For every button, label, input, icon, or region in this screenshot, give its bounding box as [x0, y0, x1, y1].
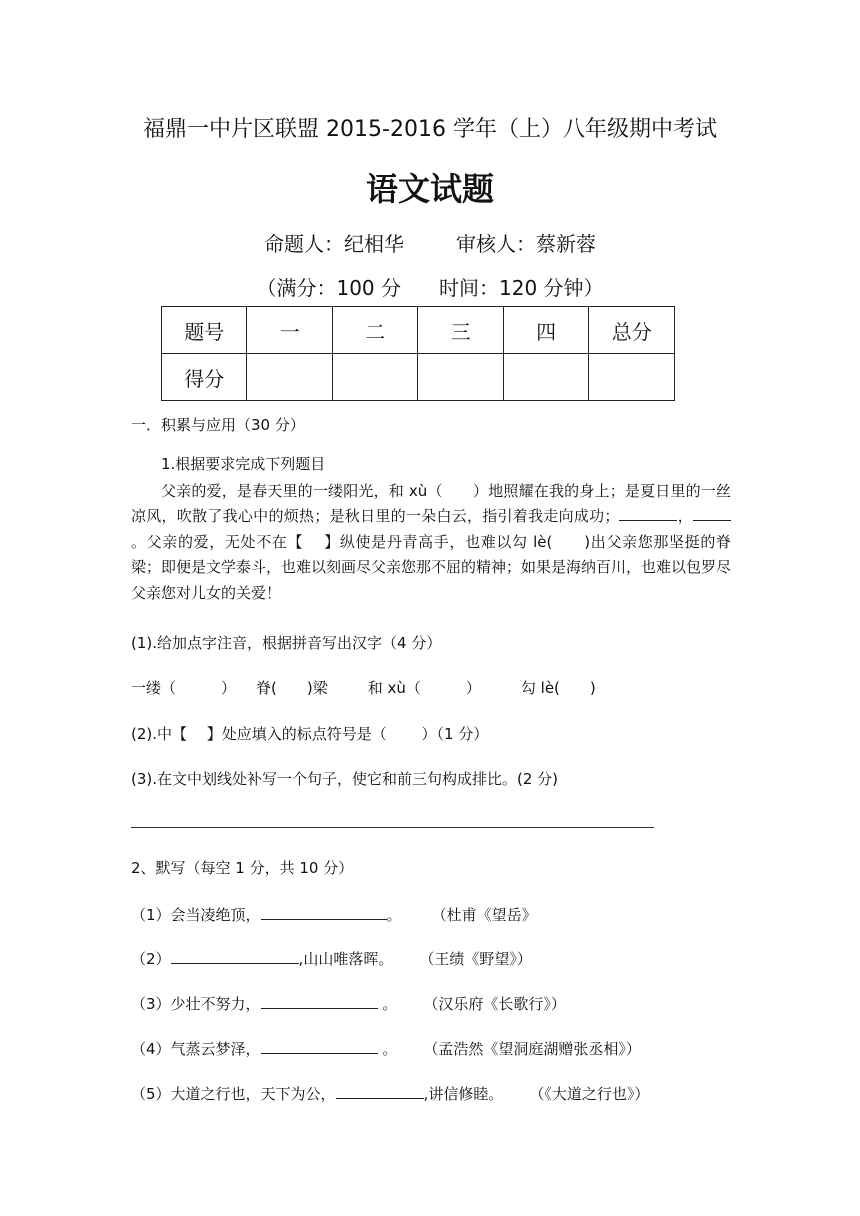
score-cell[interactable] [247, 354, 332, 401]
recite-item [131, 992, 566, 1014]
answer-line[interactable] [131, 827, 654, 828]
recite-item-suffix: 。 [386, 906, 402, 924]
score-table-score-row [162, 354, 675, 401]
recite-item-prefix: （1）会当凌绝顶， [131, 906, 261, 924]
sub-question-1: (1).给加点字注音，根据拼音写出汉字（4 分） [131, 634, 442, 652]
score-table-header-cell: 一 [247, 307, 332, 354]
section2-heading: 2、默写（每空 1 分，共 10 分） [131, 859, 354, 877]
passage-part1: 父亲的爱，是春天里的一缕阳光，和 xù（ ）地照耀在我的身上；是夏日里的一丝凉风，吹散了我心中的烦热；是秋日里的一朵白云，指引着我走向成功； [131, 482, 731, 526]
score-table [161, 306, 675, 401]
pinyin-item: 和 xù（ ） [367, 679, 481, 697]
exam-meta-line [0, 272, 860, 301]
exam-title: 福鼎一中片区联盟 2015-2016 学年（上）八年级期中考试 [143, 117, 717, 142]
score-cell[interactable] [418, 354, 503, 401]
score-row-label: 得分 [162, 354, 247, 401]
recite-item-source: （汉乐府《长歌行》） [423, 995, 566, 1013]
recite-item-suffix: 。 [377, 1040, 398, 1058]
full-score: （满分：100 分 [256, 276, 401, 300]
passage-separator: ， [677, 507, 693, 526]
recite-blank[interactable] [171, 947, 299, 964]
recite-item-source: （孟浩然《望洞庭湖赠张丞相》） [423, 1040, 641, 1058]
recite-item-source: （杜甫《望岳》 [431, 906, 537, 924]
pinyin-item: 勾 lè( ) [520, 679, 596, 697]
recite-item-prefix: （5）大道之行也，天下为公， [131, 1085, 336, 1103]
pinyin-item: 脊( )梁 [256, 679, 328, 697]
score-table-header-cell: 总分 [589, 307, 675, 354]
recite-item [131, 1037, 641, 1059]
passage-part2: 。父亲的爱，无处不在【 】纵使是丹青高手，也难以勾 lè( )出父亲您那坚挺的脊梁；即便是文学泰斗，也难以刻画尽父亲您那不屈的精神；如果是海纳百川，也难以包罗尽父亲您对儿女的关爱！ [131, 532, 732, 602]
reviewer-name: 审核人：蔡新蓉 [456, 232, 596, 256]
sub-question-2: (2).中【 】处应填入的标点符号是（ ）（1 分） [131, 725, 489, 743]
score-cell[interactable] [503, 354, 588, 401]
score-table-header-cell: 三 [418, 307, 503, 354]
recite-item [131, 947, 532, 969]
recite-blank[interactable] [261, 1037, 378, 1054]
recite-item-suffix: ,山山唯落晖。 [298, 950, 394, 968]
authors-line [0, 228, 860, 257]
recite-item [131, 903, 537, 925]
recite-item-suffix: ,讲信修睦。 [423, 1085, 504, 1103]
recite-item-prefix: （2） [131, 950, 171, 968]
pinyin-items [131, 677, 596, 698]
passage-blank-1[interactable] [619, 504, 677, 521]
recite-item-source: （王绩《野望》） [419, 950, 532, 968]
recite-item [131, 1082, 649, 1104]
section1-heading: 一．积累与应用（30 分） [131, 416, 305, 434]
score-table-header-cell: 题号 [162, 307, 247, 354]
recite-blank[interactable] [261, 903, 387, 920]
score-table-header-cell: 二 [332, 307, 417, 354]
exam-subtitle: 语文试题 [365, 170, 494, 208]
author-name: 命题人：纪相华 [264, 232, 404, 256]
recite-blank[interactable] [261, 992, 378, 1009]
recite-item-source: （《大道之行也》） [529, 1085, 650, 1103]
passage-blank-2[interactable] [693, 504, 731, 521]
pinyin-item: 一缕（ ） [131, 679, 237, 697]
passage [131, 479, 731, 606]
exam-time: 时间：120 分钟） [439, 276, 604, 300]
score-cell[interactable] [589, 354, 675, 401]
recite-item-prefix: （3）少壮不努力， [131, 995, 261, 1013]
score-table-header-row [162, 307, 675, 354]
sub-question-3: (3).在文中划线处补写一个句子，使它和前三句构成排比。(2 分) [131, 770, 559, 788]
recite-blank[interactable] [336, 1082, 424, 1099]
recite-item-prefix: （4）气蒸云梦泽， [131, 1040, 261, 1058]
score-table-header-cell: 四 [503, 307, 588, 354]
recite-item-suffix: 。 [377, 995, 398, 1013]
q1-heading: 1.根据要求完成下列题目 [161, 455, 326, 473]
score-cell[interactable] [332, 354, 417, 401]
